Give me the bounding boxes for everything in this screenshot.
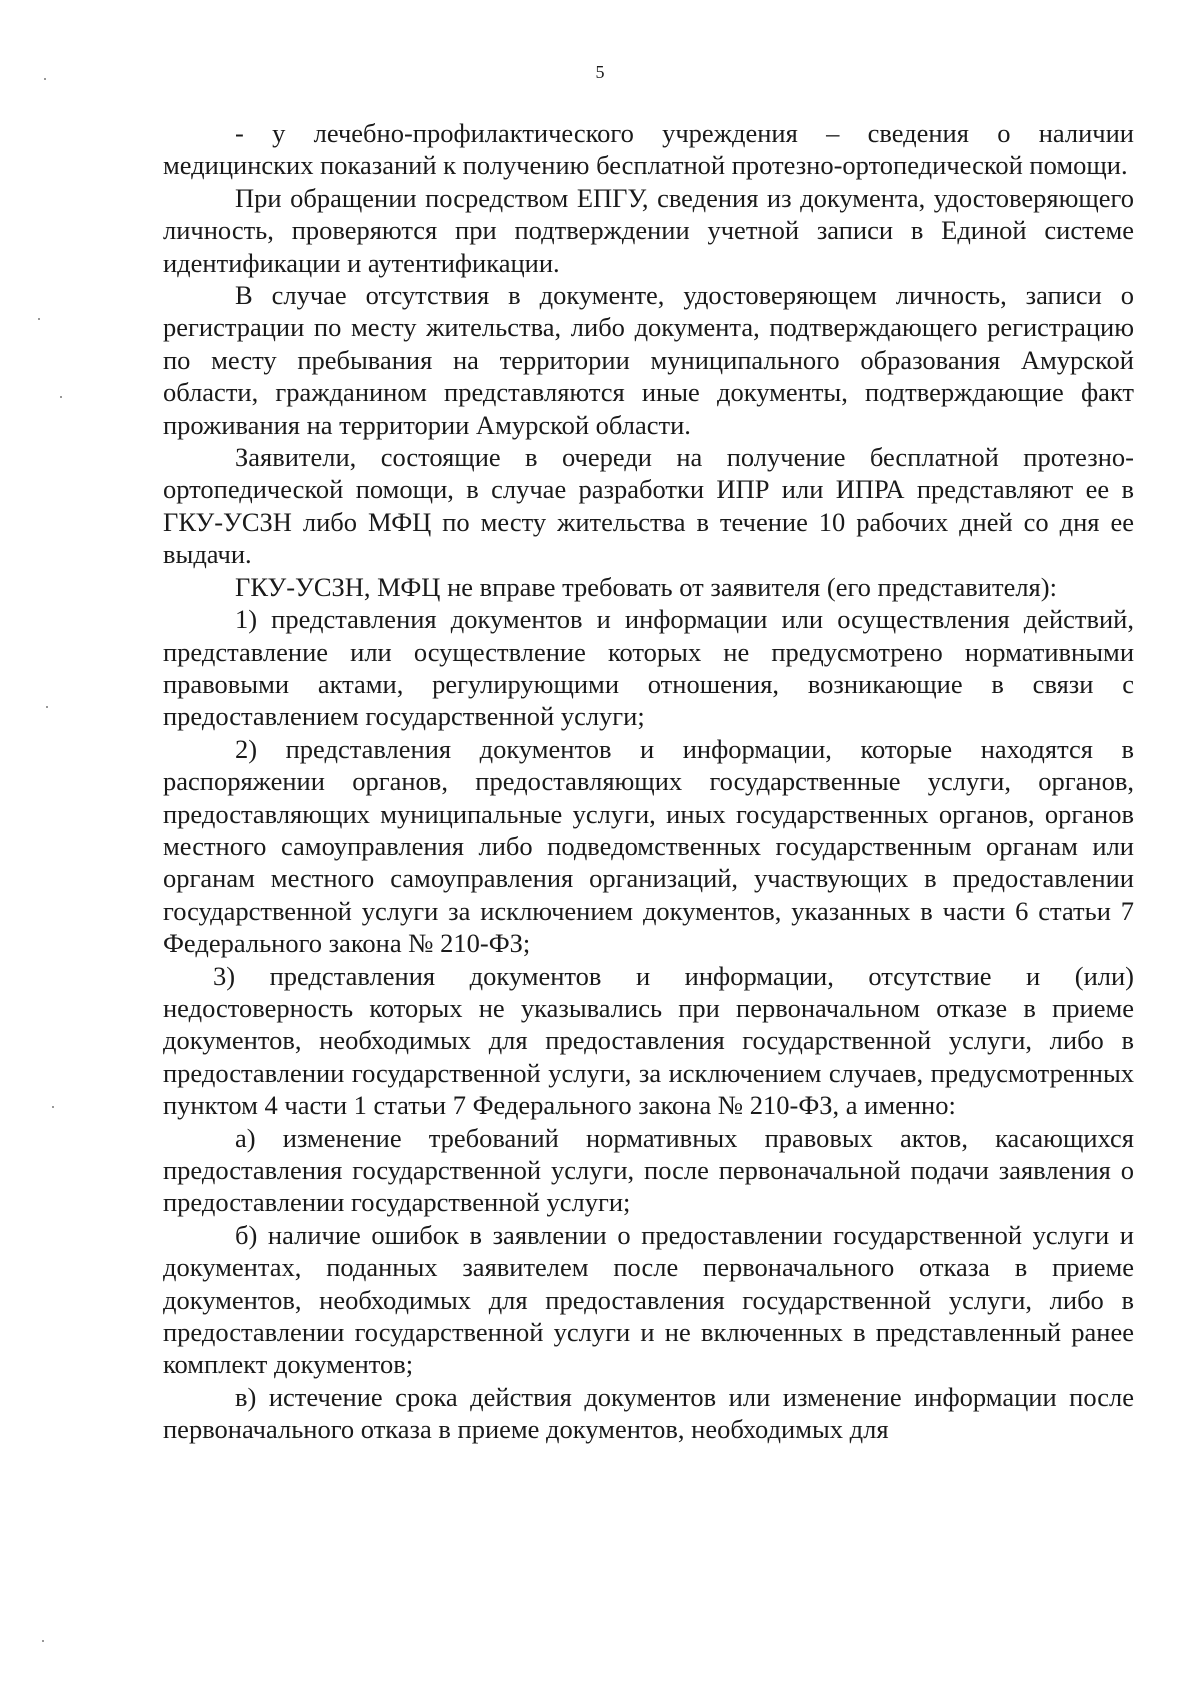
list-item-1: 1) представления документов и информации или осуществления действий, представление или осуществление которых не предусмотрено нормативными правовыми актами, регулирующими отношения, возникающие в связи с предоставлением государственной услуги; <box>163 604 1134 732</box>
scan-speck <box>52 1106 54 1108</box>
paragraph-queue: Заявители, состоящие в очереди на получение бесплатной протезно-ортопедической помощи, в случае разработки ИПР или ИПРА представляют ее в ГКУ-УСЗН либо МФЦ по месту жительства в течение 10 рабочих дней со дня ее выдачи. <box>163 442 1134 570</box>
page-number: 5 <box>595 62 605 82</box>
scan-speck <box>38 318 40 320</box>
list-item-3: 3) представления документов и информации, отсутствие и (или) недостоверность которых не указывались при первоначальном отказе в приеме документов, необходимых для предоставления государственной услуги, либо в предоставлении государственной услуги, за исключением случаев, предусмотренных пунктом 4 части 1 статьи 7 Федерального закона № 210-ФЗ, а именно: <box>163 960 1134 1121</box>
list-item-c: в) истечение срока действия документов или изменение информации после первоначального отказа в приеме документов, необходимых для <box>163 1381 1134 1445</box>
scan-speck <box>46 706 48 708</box>
document-body <box>163 117 1134 1446</box>
paragraph-registration: В случае отсутствия в документе, удостоверяющем личность, записи о регистрации по месту жительства, либо документа, подтверждающего регистрацию по месту пребывания на территории муниципального образования Амурской области, гражданином представляются иные документы, подтверждающие факт проживания на территории Амурской области. <box>163 280 1134 440</box>
paragraph-medical-info: - у лечебно-профилактического учреждения – сведения о наличии медицинских показаний к получению бесплатной протезно-ортопедической помощи. <box>163 118 1134 181</box>
scan-speck <box>60 396 62 398</box>
scan-speck <box>44 78 46 80</box>
list-item-b: б) наличие ошибок в заявлении о предоставлении государственной услуги и документах, поданных заявителем после первоначального отказа в приеме документов, необходимых для предоставления государственной услуги, либо в предоставлении государственной услуги и не включенных в представленный ранее комплект документов; <box>163 1219 1134 1380</box>
paragraph-not-entitled: ГКУ-УСЗН, МФЦ не вправе требовать от заявителя (его представителя): <box>235 571 1057 602</box>
scan-speck <box>42 1640 44 1642</box>
paragraph-epgu: При обращении посредством ЕПГУ, сведения из документа, удостоверяющего личность, проверяются при подтверждении учетной записи в Единой системе идентификации и аутентификации. <box>163 182 1134 278</box>
list-item-2: 2) представления документов и информации, которые находятся в распоряжении органов, предоставляющих государственные услуги, органов, предоставляющих муниципальные услуги, иных государственных органов, органов местного самоуправления либо подведомственных государственным органам или органам местного самоуправления организаций, участвующих в предоставлении государственной услуги за исключением документов, указанных в части 6 статьи 7 Федерального закона № 210-ФЗ; <box>163 733 1134 959</box>
list-item-a: а) изменение требований нормативных правовых актов, касающихся предоставления государственной услуги, после первоначальной подачи заявления о предоставлении государственной услуги; <box>163 1122 1134 1218</box>
